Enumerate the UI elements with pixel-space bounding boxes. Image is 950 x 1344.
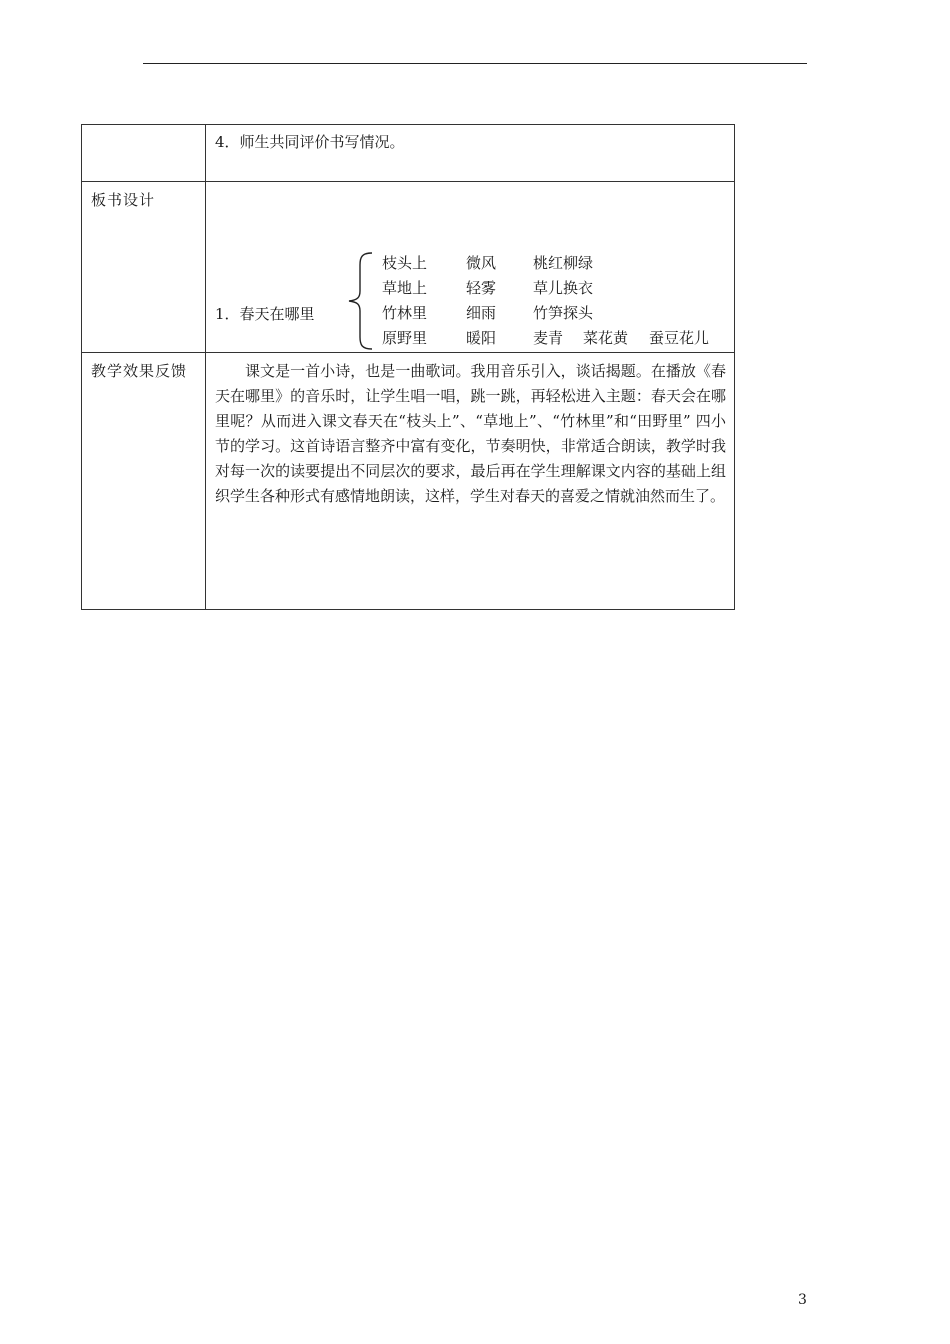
board-scene: 蚕豆花儿	[649, 329, 710, 347]
board-place: 枝头上	[382, 254, 428, 272]
board-design-cell	[206, 182, 735, 353]
board-scene: 草儿换衣	[533, 279, 594, 297]
board-scene: 菜花黄	[583, 329, 629, 347]
board-title: 1．春天在哪里	[215, 305, 315, 323]
board-weather: 轻雾	[466, 279, 497, 297]
board-scene: 麦青	[533, 329, 564, 347]
table-row	[82, 182, 735, 353]
evaluation-text: 4．师生共同评价书写情况。	[215, 133, 405, 151]
curly-brace	[346, 251, 376, 351]
feedback-label: 教学效果反馈	[82, 353, 206, 610]
board-weather: 细雨	[466, 304, 497, 322]
feedback-cell	[206, 353, 735, 610]
board-design	[206, 182, 734, 346]
board-place: 原野里	[382, 329, 428, 347]
board-scene: 桃红柳绿	[533, 254, 594, 272]
table-row	[82, 125, 735, 182]
board-scene: 竹笋探头	[533, 304, 594, 322]
lesson-table	[81, 124, 735, 610]
row-label	[82, 125, 206, 182]
evaluation-cell	[206, 125, 735, 182]
board-weather: 微风	[466, 254, 497, 272]
board-weather: 暖阳	[466, 329, 497, 347]
table-row	[82, 353, 735, 610]
board-design-label: 板书设计	[82, 182, 206, 353]
page-number: 3	[798, 1292, 807, 1308]
feedback-text: 课文是一首小诗，也是一曲歌词。我用音乐引入，谈话揭题。在播放《春天在哪里》的音乐时，让学生唱一唱，跳一跳，再轻松进入主题：春天会在哪里呢？从而进入课文春天在“枝头上”、“草地上”、“竹林里”和“田野里” 四小节的学习。这首诗语言整齐中富有变化，节奏明快，非常适合朗读，教学时我对每一次的读要提出不同层次的要求，最后再在学生理解课文内容的基础上组织学生各种形式有感情地朗读，这样，学生对春天的喜爱之情就油然而生了。	[215, 362, 726, 505]
header-rule	[143, 63, 807, 64]
board-place: 草地上	[382, 279, 428, 297]
board-place: 竹林里	[382, 304, 428, 322]
